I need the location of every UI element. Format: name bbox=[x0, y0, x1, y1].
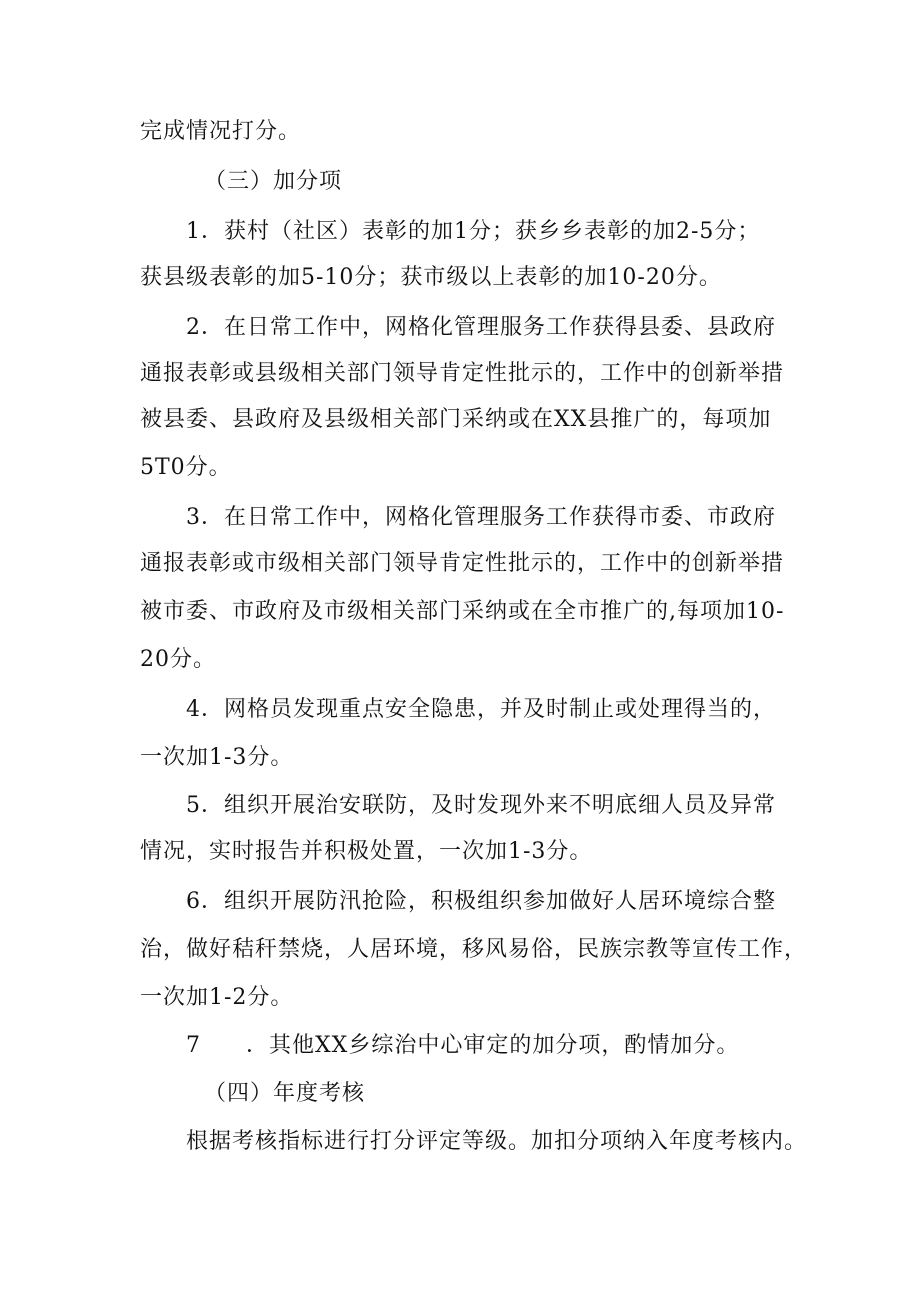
text-line: 20分。 bbox=[140, 647, 216, 672]
item-number: 7 bbox=[186, 1033, 201, 1058]
section-heading-annual-review: （四）年度考核 bbox=[204, 1081, 366, 1106]
text-line: 完成情况打分。 bbox=[140, 119, 302, 144]
text-line: 一次加1-3分。 bbox=[140, 745, 294, 770]
text-line: 被市委、市政府及市级相关部门采纳或在全市推广的,每项加10- bbox=[140, 599, 785, 624]
text-line-item-7 bbox=[186, 1030, 739, 1062]
item-text: ．其他XX乡综治中心审定的加分项，酌情加分。 bbox=[246, 1033, 740, 1058]
text-line: 获县级表彰的加5-10分；获市级以上表彰的加10-20分。 bbox=[140, 265, 722, 290]
text-line: 4．网格员发现重点安全隐患，并及时制止或处理得当的， bbox=[186, 697, 776, 722]
text-line: 5．组织开展治安联防，及时发现外来不明底细人员及异常 bbox=[186, 793, 776, 818]
text-line: 5T0分。 bbox=[140, 455, 232, 480]
text-line: 通报表彰或县级相关部门领导肯定性批示的，工作中的创新举措 bbox=[140, 361, 785, 386]
text-line: 3．在日常工作中，网格化管理服务工作获得市委、市政府 bbox=[186, 505, 776, 530]
text-line: 被县委、县政府及县级相关部门采纳或在XX县推广的，每项加 bbox=[140, 407, 772, 432]
text-line: 1．获村（社区）表彰的加1分；获乡乡表彰的加2-5分； bbox=[186, 219, 761, 244]
text-line: 一次加1-2分。 bbox=[140, 985, 294, 1010]
text-line: 治，做好秸秆禁烧，人居环境，移风易俗，民族宗教等宣传工作， bbox=[140, 937, 808, 962]
section-heading-bonus: （三）加分项 bbox=[204, 169, 343, 194]
text-line: 情况，实时报告并积极处置，一次加1-3分。 bbox=[140, 839, 593, 864]
text-line: 2．在日常工作中，网格化管理服务工作获得县委、县政府 bbox=[186, 315, 776, 340]
text-line: 根据考核指标进行打分评定等级。加扣分项纳入年度考核内。 bbox=[186, 1129, 808, 1154]
text-line: 6．组织开展防汛抢险，积极组织参加做好人居环境综合整 bbox=[186, 889, 776, 914]
text-line: 通报表彰或市级相关部门领导肯定性批示的，工作中的创新举措 bbox=[140, 551, 785, 576]
